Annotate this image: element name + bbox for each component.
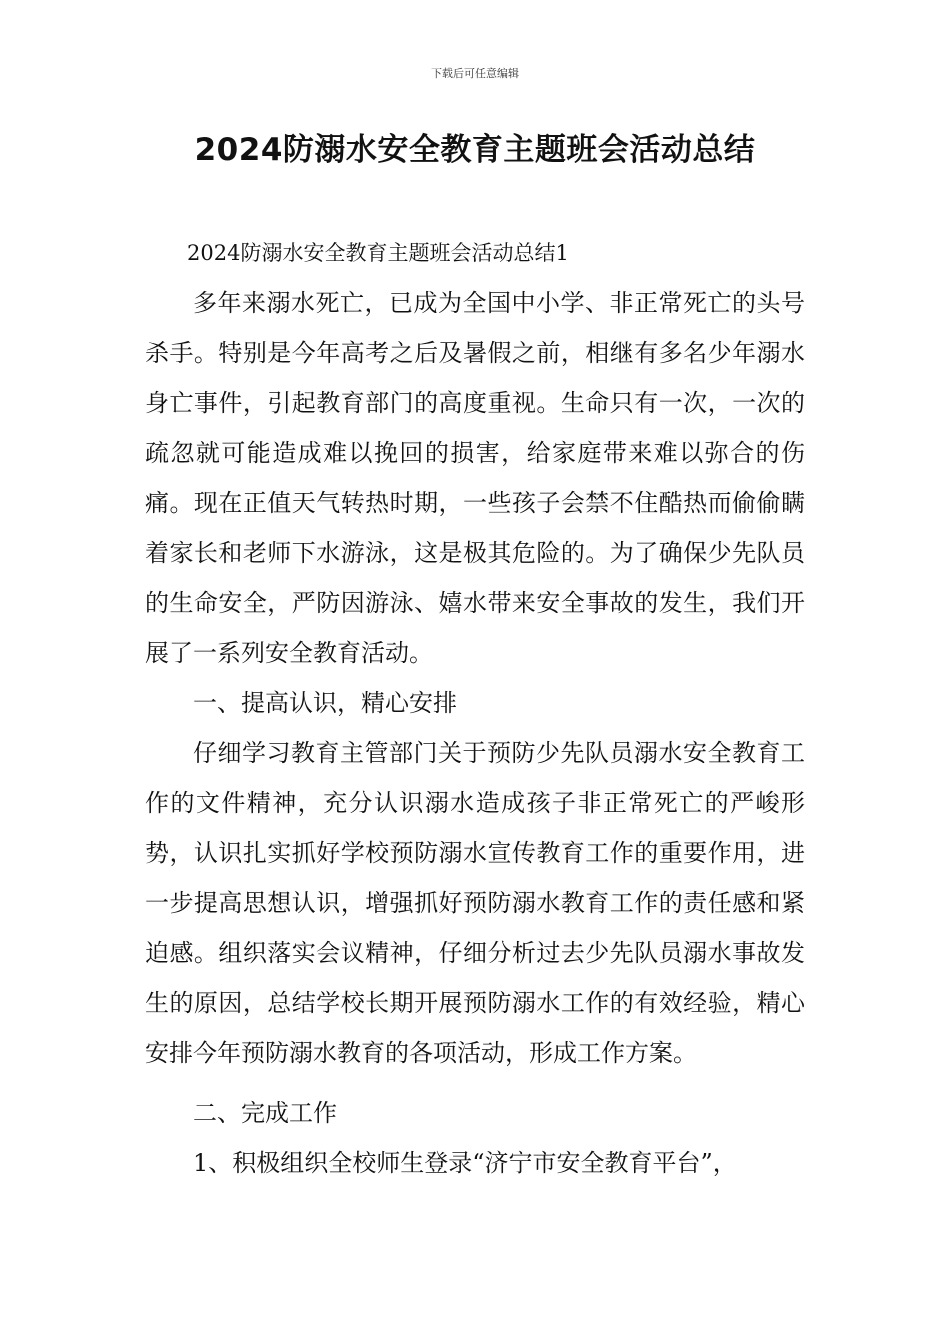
section-heading-1: 一、提高认识，精心安排 (193, 689, 457, 717)
header-note: 下载后可任意编辑 (431, 67, 519, 80)
document-title: 2024防溺水安全教育主题班会活动总结 (194, 132, 756, 168)
paragraph-section-1: 仔细学习教育主管部门关于预防少先队员溺水安全教育工作的文件精神，充分认识溺水造成孩子非正常死亡的严峻形势，认识扎实抓好学校预防溺水宣传教育工作的重要作用，进一步提高思想认识，增强抓好预防溺水教育工作的责任感和紧迫感。组织落实会议精神，仔细分析过去少先队员溺水事故发生的原因，总结学校长期开展预防溺水工作的有效经验，精心安排今年预防溺水教育的各项活动，形成工作方案。 (145, 739, 805, 1067)
paragraph-intro: 多年来溺水死亡，已成为全国中小学、非正常死亡的头号杀手。特别是今年高考之后及暑假之前，相继有多名少年溺水身亡事件，引起教育部门的高度重视。生命只有一次，一次的疏忽就可能造成难以挽回的损害，给家庭带来难以弥合的伤痛。现在正值天气转热时期，一些孩子会禁不住酷热而偷偷瞒着家长和老师下水游泳，这是极其危险的。为了确保少先队员的生命安全，严防因游泳、嬉水带来安全事故的发生，我们开展了一系列安全教育活动。 (145, 289, 805, 667)
document-body (145, 228, 805, 1188)
paragraph-item-1: 1、积极组织全校师生登录“济宁市安全教育平台”， (193, 1149, 737, 1177)
section-heading-2: 二、完成工作 (193, 1099, 337, 1127)
section-subtitle: 2024防溺水安全教育主题班会活动总结1 (187, 241, 569, 265)
paragraph-gap (145, 1078, 805, 1088)
